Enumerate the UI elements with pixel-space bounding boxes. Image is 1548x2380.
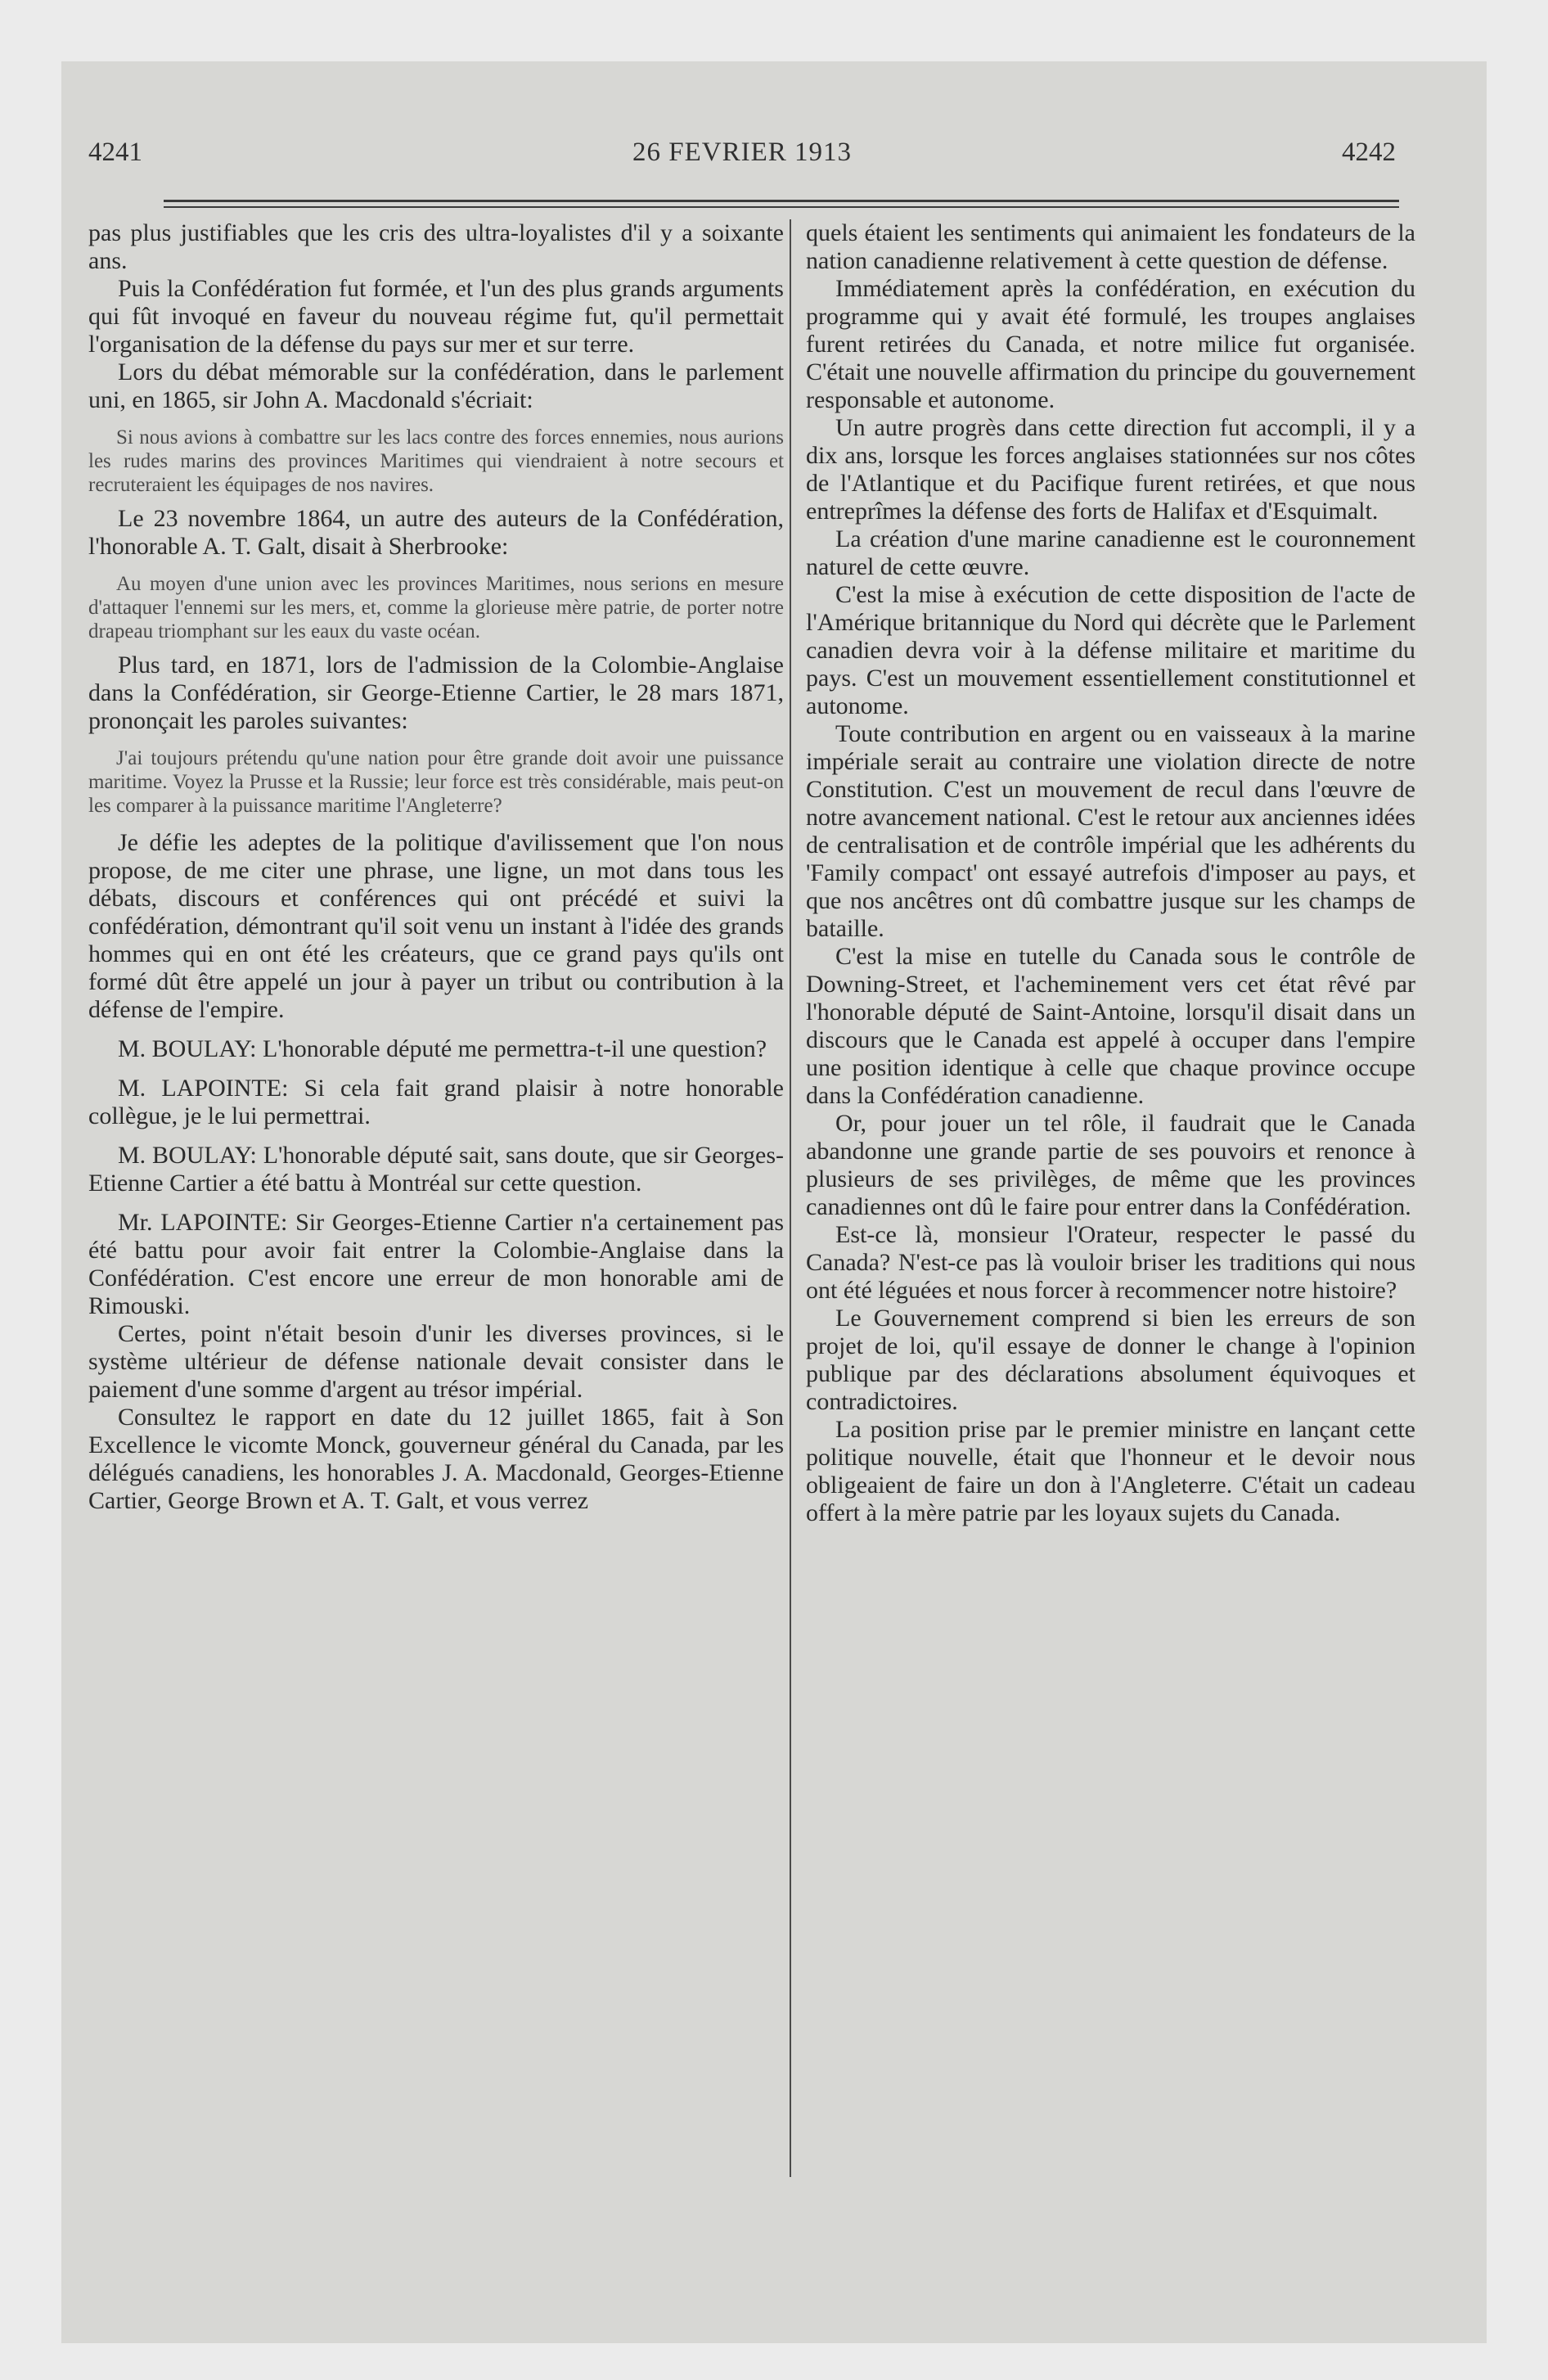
paragraph: Lors du débat mémorable sur la confédération, dans le parlement uni, en 1865, sir John A. Macdonald s'écriait: <box>88 358 784 413</box>
right-column <box>806 219 1415 1527</box>
header-rule-top <box>164 200 1399 202</box>
page-date: 26 FEVRIER 1913 <box>632 137 852 167</box>
paragraph: Mr. LAPOINTE: Sir Georges-Etienne Cartier n'a certainement pas été battu pour avoir fait entrer la Colombie-Anglaise dans la Confédération. C'est encore une erreur de mon honorable ami de Rimouski. <box>88 1209 784 1319</box>
paragraph: Un autre progrès dans cette direction fut accompli, il y a dix ans, lorsque les forces anglaises stationnées sur nos côtes de l'Atlantique et du Pacifique furent retirées, et que nous entreprîmes la défense des forts de Halifax et d'Esquimalt. <box>806 414 1415 525</box>
paragraph: Le Gouvernement comprend si bien les erreurs de son projet de loi, qu'il essaye de donner le change à l'opinion publique par des déclarations absolument équivoques et contradictoires. <box>806 1305 1415 1415</box>
paragraph: Je défie les adeptes de la politique d'avilissement que l'on nous propose, de me citer une phrase, une ligne, un mot dans tous les débats, discours et conférences qui ont précédé et suivi la confédération, démontrant qu'il soit venu un instant à l'idée des grands hommes qui en ont été les créateurs, que ce grand pays qu'ils ont formé dût être appelé un jour à payer un tribut ou contribution à la défense de l'empire. <box>88 829 784 1023</box>
paragraph: M. BOULAY: L'honorable député sait, sans doute, que sir Georges-Etienne Cartier a été battu à Montréal sur cette question. <box>88 1142 784 1197</box>
paragraph: La position prise par le premier ministre en lançant cette politique nouvelle, était que l'honneur et le devoir nous obligeaient de faire un don à l'Angleterre. C'était un cadeau offert à la mère patrie par les loyaux sujets du Canada. <box>806 1416 1415 1526</box>
quoted-paragraph: Au moyen d'une union avec les provinces Maritimes, nous serions en mesure d'attaquer l'ennemi sur les mers, et, comme la glorieuse mère patrie, de porter notre drapeau triomphant sur les eaux du vaste océan. <box>88 573 784 642</box>
left-column <box>88 219 784 1515</box>
paragraph: Le 23 novembre 1864, un autre des auteurs de la Confédération, l'honorable A. T. Galt, disait à Sherbrooke: <box>88 505 784 560</box>
page-number-right: 4242 <box>1342 137 1396 167</box>
quoted-paragraph: Si nous avions à combattre sur les lacs contre des forces ennemies, nous aurions les rudes marins des provinces Maritimes qui viendraient à notre secours et recruteraient les équipages de nos navires. <box>88 426 784 496</box>
quoted-paragraph: J'ai toujours prétendu qu'une nation pour être grande doit avoir une puissance maritime. Voyez la Prusse et la Russie; leur force est très considérable, mais peut-on les comparer à la puissance maritime l'Angleterre? <box>88 747 784 817</box>
paragraph: Consultez le rapport en date du 12 juillet 1865, fait à Son Excellence le vicomte Monck, gouverneur général du Canada, par les délégués canadiens, les honorables J. A. Macdonald, Georges-Etienne Cartier, George Brown et A. T. Galt, et vous verrez <box>88 1404 784 1514</box>
paragraph: Certes, point n'était besoin d'unir les diverses provinces, si le système ultérieur de défense nationale devait consister dans le paiement d'une somme d'argent au trésor impérial. <box>88 1320 784 1403</box>
page-header <box>88 137 1396 187</box>
paragraph: Or, pour jouer un tel rôle, il faudrait que le Canada abandonne une grande partie de ses pouvoirs et renonce à plusieurs de ses privilèges, de même que les provinces canadiennes ont dû le faire pour entrer dans la Confédération. <box>806 1110 1415 1220</box>
paragraph: M. BOULAY: L'honorable député me permettra-t-il une question? <box>118 1035 767 1062</box>
page-number-left: 4241 <box>88 137 142 167</box>
paragraph: Puis la Confédération fut formée, et l'un des plus grands arguments qui fût invoqué en faveur du nouveau régime fut, qu'il permettait l'organisation de la défense du pays sur mer et sur terre. <box>88 275 784 358</box>
paragraph: quels étaient les sentiments qui animaient les fondateurs de la nation canadienne relativement à cette question de défense. <box>806 219 1415 274</box>
paragraph: Immédiatement après la confédération, en exécution du programme qui y avait été formulé, les troupes anglaises furent retirées du Canada, et notre milice fut organisée. C'était une nouvelle affirmation du principe du gouvernement responsable et autonome. <box>806 275 1415 413</box>
paragraph: pas plus justifiables que les cris des ultra-loyalistes d'il y a soixante ans. <box>88 219 784 274</box>
header-rule-bottom <box>164 206 1399 208</box>
paragraph: C'est la mise en tutelle du Canada sous le contrôle de Downing-Street, et l'acheminement vers cet état rêvé par l'honorable député de Saint-Antoine, lorsqu'il disait dans un discours que le Canada est appelé à occuper dans l'empire une position identique à celle que chaque province occupe dans la Confédération canadienne. <box>806 943 1415 1109</box>
paragraph: M. LAPOINTE: Si cela fait grand plaisir à notre honorable collègue, je le lui permettrai. <box>88 1075 784 1129</box>
column-divider <box>790 219 791 2177</box>
paragraph: La création d'une marine canadienne est le couronnement naturel de cette œuvre. <box>806 525 1415 580</box>
paragraph: Toute contribution en argent ou en vaisseaux à la marine impériale serait au contraire une violation directe de notre Constitution. C'est un mouvement de recul dans l'œuvre de notre avancement national. C'est le retour aux anciennes idées de centralisation et de contrôle impérial que les adhérents du 'Family compact' ont essayé autrefois d'imposer au pays, et que nos ancêtres ont dû combattre jusque sur les champs de bataille. <box>806 720 1415 942</box>
paragraph: Plus tard, en 1871, lors de l'admission de la Colombie-Anglaise dans la Confédération, sir George-Etienne Cartier, le 28 mars 1871, prononçait les paroles suivantes: <box>88 651 784 734</box>
paragraph: C'est la mise à exécution de cette disposition de l'acte de l'Amérique britannique du Nord qui décrète que le Parlement canadien devra voir à la défense militaire et maritime du pays. C'est un mouvement essentiellement constitutionnel et autonome. <box>806 581 1415 719</box>
paragraph: Est-ce là, monsieur l'Orateur, respecter le passé du Canada? N'est-ce pas là vouloir briser les traditions qui nous ont été léguées et nous forcer à recommencer notre histoire? <box>806 1221 1415 1304</box>
